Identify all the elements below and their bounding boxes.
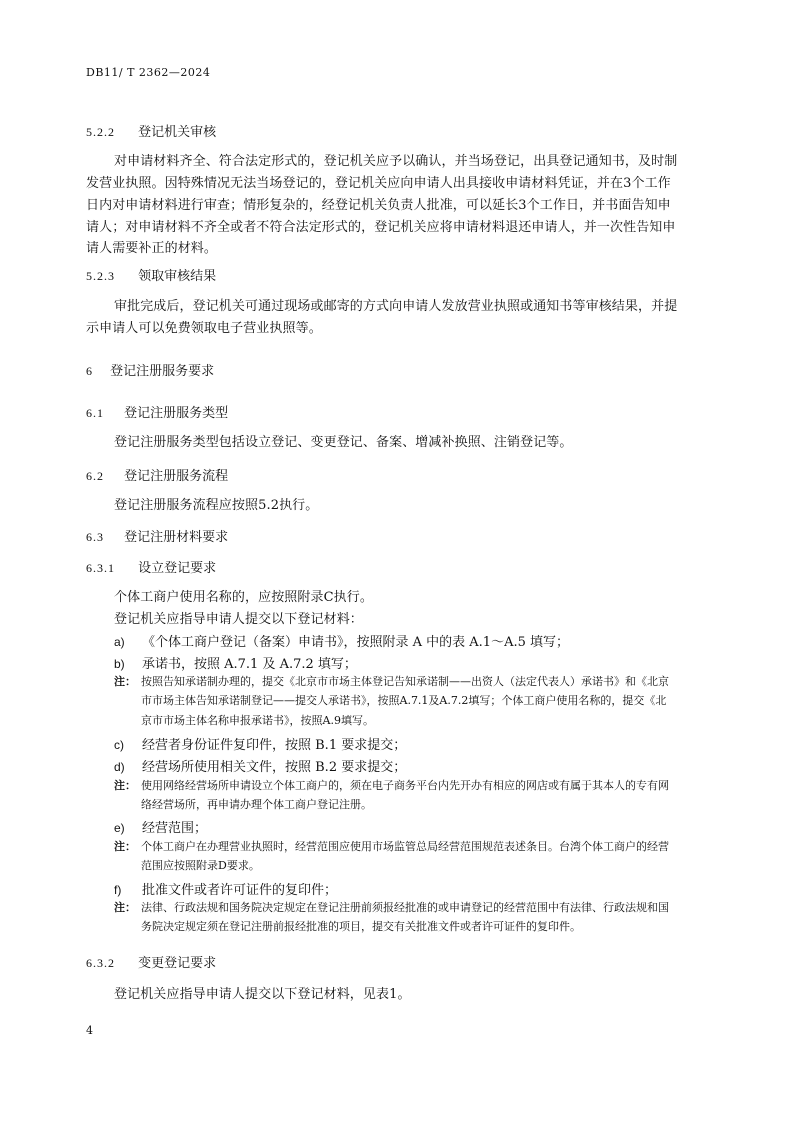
note-line: 法律、行政法规和国务院决定规定在登记注册前须报经批准的或申请登记的经营范围中有法律、行政法规和国: [141, 901, 669, 914]
section-number: 6.3.1: [86, 561, 115, 575]
section-heading-6: [86, 360, 214, 379]
list-item-text: 经营者身份证件复印件，按照 B.1 要求提交；: [142, 738, 407, 753]
note-line: 络经营场所，再申请办理个体工商户登记注册。: [141, 798, 372, 811]
list-item-text: 经营场所使用相关文件，按照 B.2 要求提交；: [142, 760, 407, 775]
paragraph-line: 对申请材料齐全、符合法定形式的，登记机关应予以确认，并当场登记，出具登记通知书，及时制: [114, 154, 678, 169]
list-item-b: [114, 653, 357, 672]
section-number: 6.3.2: [86, 956, 115, 970]
note-line: 务院决定规定须在登记注册前报经批准的项目，提交有关批准文件或者许可证件的复印件。: [141, 920, 581, 933]
list-marker: c): [114, 738, 124, 752]
paragraph-line: 登记注册服务类型包括设立登记、变更登记、备案、增减补换照、注销登记等。: [114, 435, 573, 450]
page-number: 4: [86, 1024, 93, 1037]
list-item-e: [114, 817, 207, 836]
note-block: [114, 838, 669, 854]
note-block: [114, 899, 669, 915]
section-heading-6-2: [86, 465, 228, 484]
note-line: 个体工商户在办理营业执照时，经营范围应使用市场监管总局经营范围规范表述条目。台湾个体工商户的经营: [141, 840, 669, 853]
note-block: [114, 673, 669, 689]
note-line: 京市市场主体名称申报承诺书》，按照A.9填写。: [141, 714, 374, 727]
section-heading-5-2-3: [86, 265, 216, 284]
section-title: 登记机关审核: [138, 125, 217, 140]
section-heading-6-3-2: [86, 952, 216, 971]
paragraph-line: 登记机关应指导申请人提交以下登记材料，见表1。: [114, 987, 411, 1002]
note-label: 注：: [114, 840, 136, 853]
section-number: 6.3: [86, 530, 104, 544]
paragraph-line: 个体工商户使用名称的，应按照附录C执行。: [114, 590, 373, 605]
section-number: 5.2.3: [86, 269, 115, 283]
section-heading-6-3: [86, 526, 228, 545]
section-title: 登记注册服务要求: [110, 364, 215, 379]
paragraph-line: 日内对申请材料进行审查；情形复杂的，经登记机关负责人批准，可以延长3个工作日，并书面告知申: [86, 198, 671, 213]
section-title: 登记注册材料要求: [124, 530, 229, 545]
list-item-text: 承诺书，按照 A.7.1 及 A.7.2 填写；: [142, 657, 357, 672]
section-number: 6.1: [86, 406, 104, 420]
note-line: 范围应按照附录D要求。: [141, 859, 260, 872]
list-marker: a): [114, 635, 125, 649]
paragraph-line: 发营业执照。因特殊情况无法当场登记的，登记机关应向申请人出具接收申请材料凭证，并在3个工作: [86, 176, 671, 191]
note-line: 按照告知承诺制办理的，提交《北京市市场主体登记告知承诺制——出资人（法定代表人）承诺书》和《北京: [141, 675, 669, 688]
list-item-a: [114, 631, 569, 650]
list-item-d: [114, 756, 406, 775]
section-title: 登记注册服务流程: [124, 469, 229, 484]
list-item-text: 《个体工商户登记（备案）申请书》，按照附录 A 中的表 A.1～A.5 填写；: [142, 635, 570, 650]
list-item-f: [114, 879, 337, 898]
list-item-text: 经营范围；: [142, 821, 208, 836]
paragraph-line: 请人需要补正的材料。: [86, 241, 218, 256]
section-title: 变更登记要求: [138, 956, 217, 971]
note-label: 注：: [114, 675, 136, 688]
note-label: 注：: [114, 901, 136, 914]
section-number: 6: [86, 364, 93, 378]
section-title: 登记注册服务类型: [124, 406, 229, 421]
note-line: 使用网络经营场所申请设立个体工商户的，须在电子商务平台内先开办有相应的网店或有属于其本人的专有网: [141, 779, 669, 792]
list-marker: f): [114, 883, 122, 897]
paragraph-line: 登记注册服务流程应按照5.2执行。: [114, 498, 319, 513]
list-item-c: [114, 734, 406, 753]
section-number: 5.2.2: [86, 125, 115, 139]
section-heading-5-2-2: [86, 121, 216, 140]
note-label: 注：: [114, 779, 136, 792]
paragraph-line: 登记机关应指导申请人提交以下登记材料：: [114, 612, 363, 627]
list-marker: d): [114, 760, 125, 774]
paragraph-line: 审批完成后，登记机关可通过现场或邮寄的方式向申请人发放营业执照或通知书等审核结果，并提: [114, 299, 678, 314]
list-item-text: 批准文件或者许可证件的复印件；: [142, 883, 338, 898]
document-code-header: DB11/ T 2362—2024: [86, 66, 211, 79]
section-number: 6.2: [86, 469, 104, 483]
note-block: [114, 777, 669, 793]
note-line: 市市场主体告知承诺制登记——提交人承诺书》，按照A.7.1及A.7.2填写；个体工商户使用名称的，提交《北: [141, 694, 667, 707]
list-marker: e): [114, 821, 125, 835]
section-title: 设立登记要求: [138, 561, 217, 576]
paragraph-line: 示申请人可以免费领取电子营业执照等。: [86, 321, 322, 336]
section-heading-6-3-1: [86, 557, 216, 576]
section-heading-6-1: [86, 402, 228, 421]
list-marker: b): [114, 657, 125, 671]
paragraph-line: 请人；对申请材料不齐全或者不符合法定形式的，登记机关应将申请材料退还申请人，并一次性告知申: [86, 220, 676, 235]
section-title: 领取审核结果: [138, 269, 217, 284]
